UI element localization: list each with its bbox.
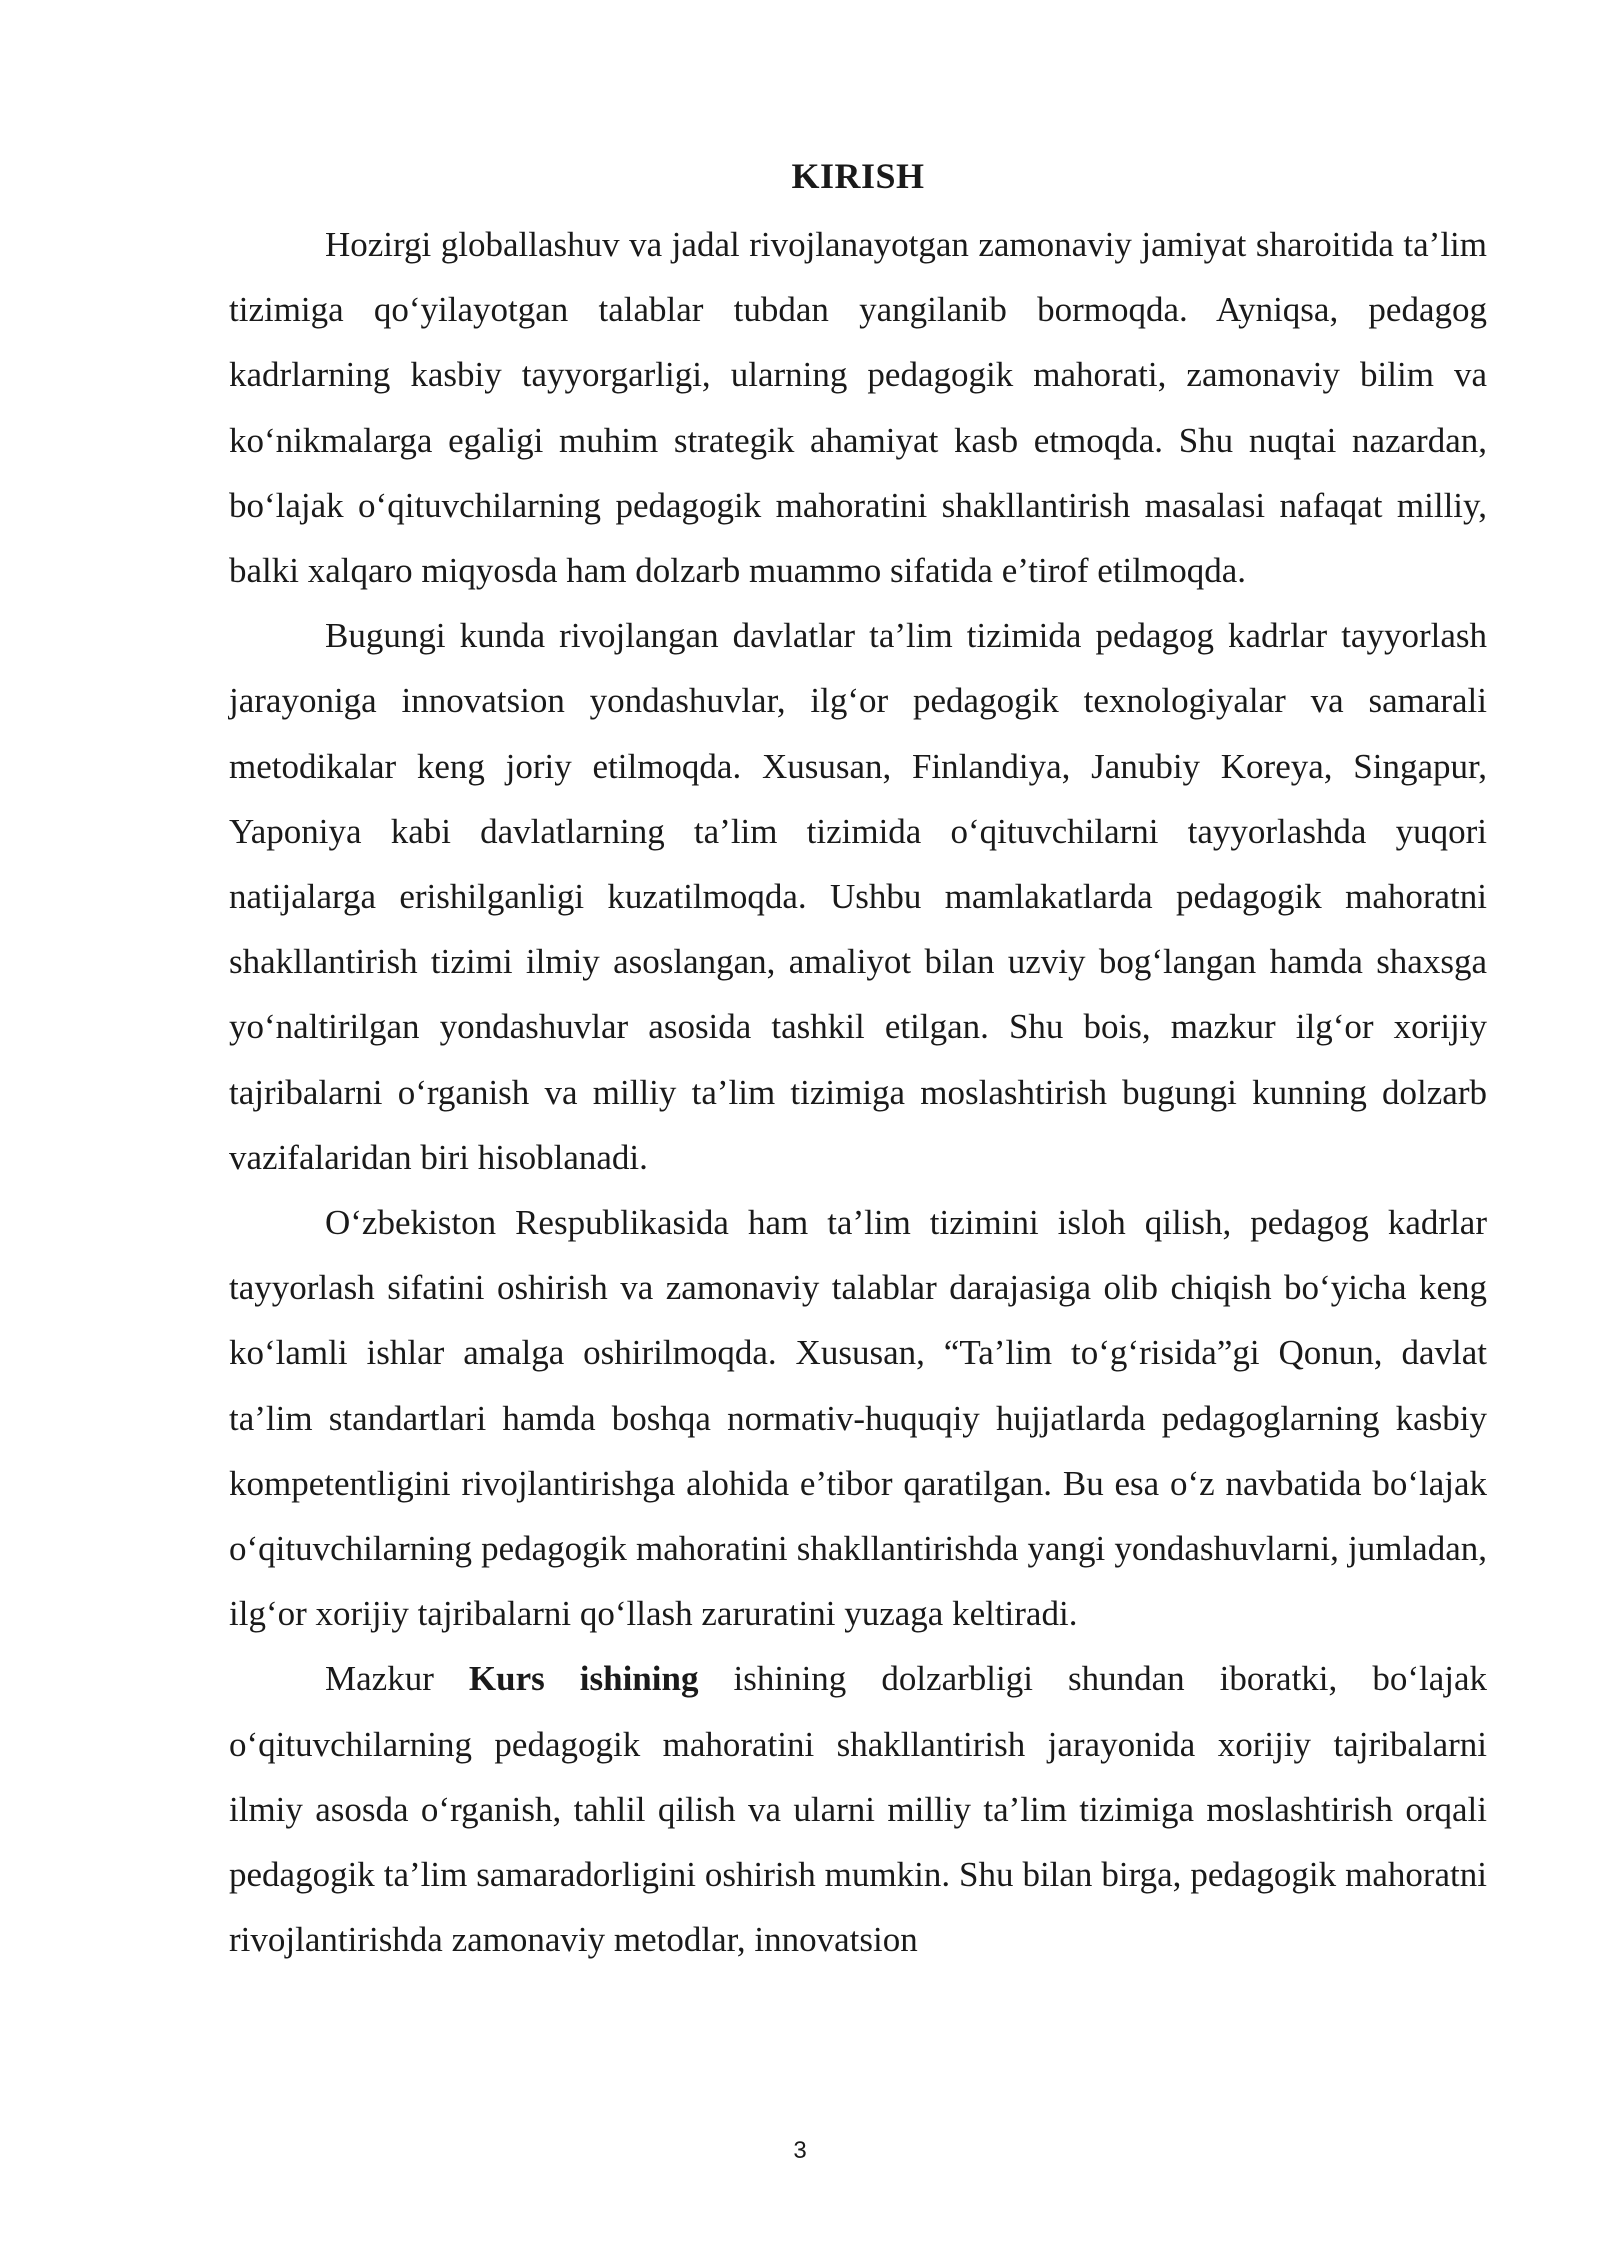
section-title: KIRISH (791, 156, 925, 196)
paragraph-4-lead: Mazkur (325, 1659, 469, 1699)
paragraph-4-rest: ishining dolzarbligi shundan iboratki, bo‘lajak o‘qituvchilarning pedagogik mahoratini shakllantirish jarayonida xorijiy tajribalarni ilmiy asosda o‘rganish, tahlil qilish va ularni milliy ta’lim tizimiga moslashtirish orqali pedagogik ta’lim samaradorligini oshirish mumkin. Shu bilan birga, pedagogik mahoratni rivojlantirishda zamonaviy metodlar, innovatsion (229, 1659, 1487, 1960)
page-number: 3 (793, 2137, 807, 2164)
paragraph-4 (229, 1646, 1487, 1972)
paragraph-1: Hozirgi globallashuv va jadal rivojlanayotgan zamonaviy jamiyat sharoitida ta’lim tizimiga qo‘yilayotgan talablar tubdan yangilanib bormoqda. Ayniqsa, pedagog kadrlarning kasbiy tayyorgarligi, ularning pedagogik mahorati, zamonaviy bilim va ko‘nikmalarga egaligi muhim strategik ahamiyat kasb etmoqda. Shu nuqtai nazardan, bo‘lajak o‘qituvchilarning pedagogik mahoratini shakllantirish masalasi nafaqat milliy, balki xalqaro miqyosda ham dolzarb muammo sifatida e’tirof etilmoqda. (229, 225, 1487, 591)
page-body (229, 148, 1487, 1972)
paragraph-4-bold-term: Kurs ishining (468, 1659, 699, 1699)
paragraph-2: Bugungi kunda rivojlangan davlatlar ta’lim tizimida pedagog kadrlar tayyorlash jarayoniga innovatsion yondashuvlar, ilg‘or pedagogik texnologiyalar va samarali metodikalar keng joriy etilmoqda. Xususan, Finlandiya, Janubiy Koreya, Singapur, Yaponiya kabi davlatlarning ta’lim tizimida o‘qituvchilarni tayyorlashda yuqori natijalarga erishilganligi kuzatilmoqda. Ushbu mamlakatlarda pedagogik mahoratni shakllantirish tizimi ilmiy asoslangan, amaliyot bilan uzviy bog‘langan hamda shaxsga yo‘naltirilgan yondashuvlar asosida tashkil etilgan. Shu bois, mazkur ilg‘or xorijiy tajribalarni o‘rganish va milliy ta’lim tizimiga moslashtirish bugungi kunning dolzarb vazifalaridan biri hisoblanadi. (229, 616, 1487, 1177)
paragraph-3: O‘zbekiston Respublikasida ham ta’lim tizimini isloh qilish, pedagog kadrlar tayyorlash sifatini oshirish va zamonaviy talablar darajasiga olib chiqish bo‘yicha keng ko‘lamli ishlar amalga oshirilmoqda. Xususan, “Ta’lim to‘g‘risida”gi Qonun, davlat ta’lim standartlari hamda boshqa normativ-huquqiy hujjatlarda pedagoglarning kasbiy kompetentligini rivojlantirishga alohida e’tibor qaratilgan. Bu esa o‘z navbatida bo‘lajak o‘qituvchilarning pedagogik mahoratini shakllantirishda yangi yondashuvlarni, jumladan, ilg‘or xorijiy tajribalarni qo‘llash zaruratini yuzaga keltiradi. (229, 1203, 1487, 1634)
